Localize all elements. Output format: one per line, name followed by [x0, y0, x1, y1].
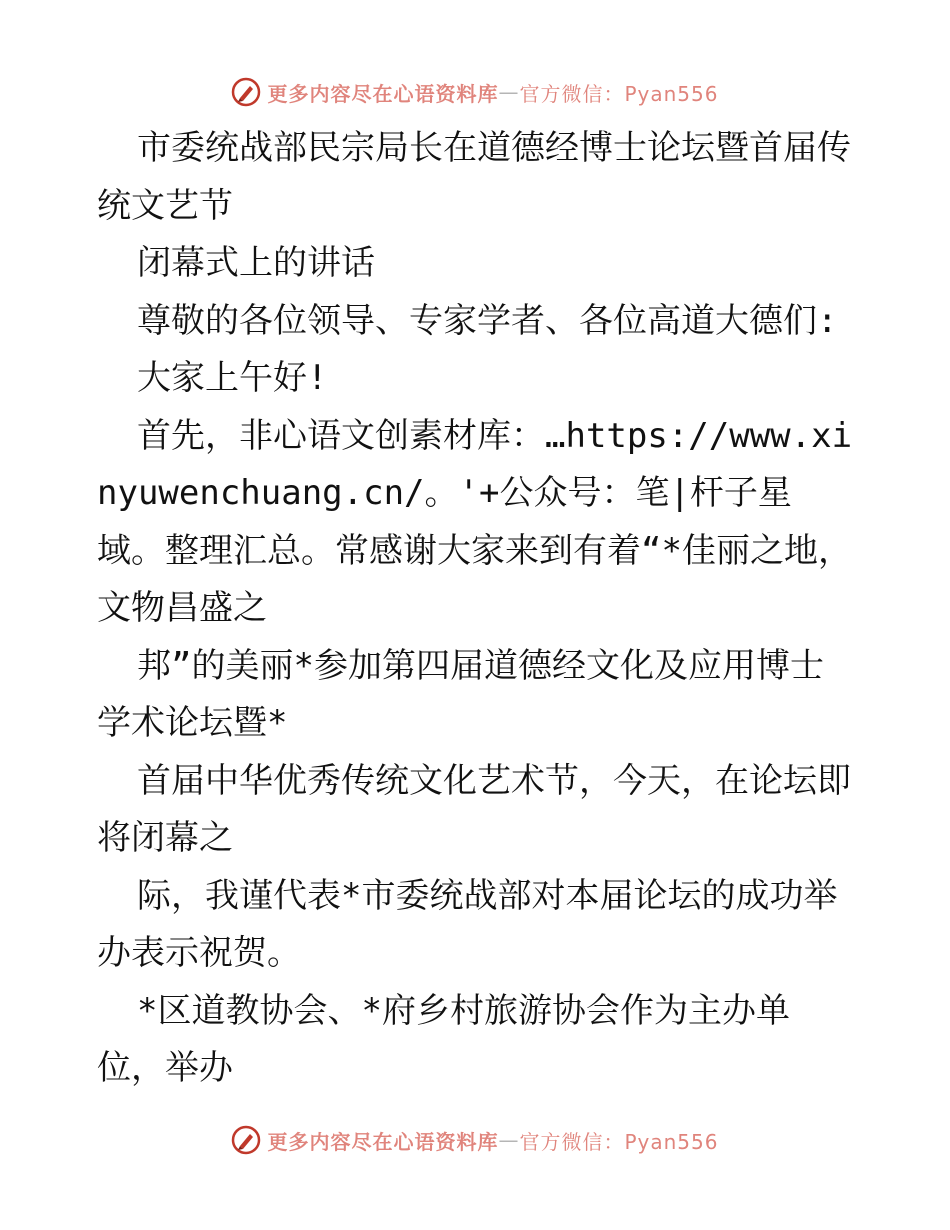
body-paragraph: 首届中华优秀传统文化艺术节，今天，在论坛即将闭幕之: [97, 760, 851, 858]
footer-watermark: [0, 1120, 950, 1160]
document-body: [97, 120, 857, 1098]
salutation-paragraph: 尊敬的各位领导、专家学者、各位高道大德们:: [137, 300, 838, 341]
watermark-main-text: 更多内容尽在心语资料库: [267, 81, 499, 106]
document-subtitle-line: 闭幕式上的讲话: [137, 243, 375, 283]
body-paragraph: 邦”的美丽*参加第四届道德经文化及应用博士学术论坛暨*: [97, 645, 824, 743]
pen-nib-logo-icon: [231, 1125, 261, 1155]
greeting-paragraph: 大家上午好!: [137, 358, 328, 398]
watermark-main-text: 更多内容尽在心语资料库: [267, 1129, 499, 1154]
pen-nib-logo-icon: [231, 77, 261, 107]
watermark-wechat-text: 官方微信：Pyan556: [519, 81, 719, 106]
header-watermark: [0, 72, 950, 112]
body-paragraph: 首先，非心语文创素材库：…https://www.xinyuwenchuang.cn/。'+公众号：笔|杆子星域。整理汇总。常感谢大家来到有着“*佳丽之地，文物昌盛之: [97, 415, 853, 628]
body-paragraph: 际，我谨代表*市委统战部对本届论坛的成功举办表示祝贺。: [97, 875, 838, 973]
body-paragraph: *区道教协会、*府乡村旅游协会作为主办单位，举办: [97, 990, 790, 1088]
document-title-line: 市委统战部民宗局长在道德经博士论坛暨首届传统文艺节: [97, 128, 851, 226]
watermark-separator: —: [498, 1128, 520, 1152]
watermark-wechat-text: 官方微信：Pyan556: [519, 1129, 719, 1154]
watermark-separator: —: [498, 80, 520, 104]
